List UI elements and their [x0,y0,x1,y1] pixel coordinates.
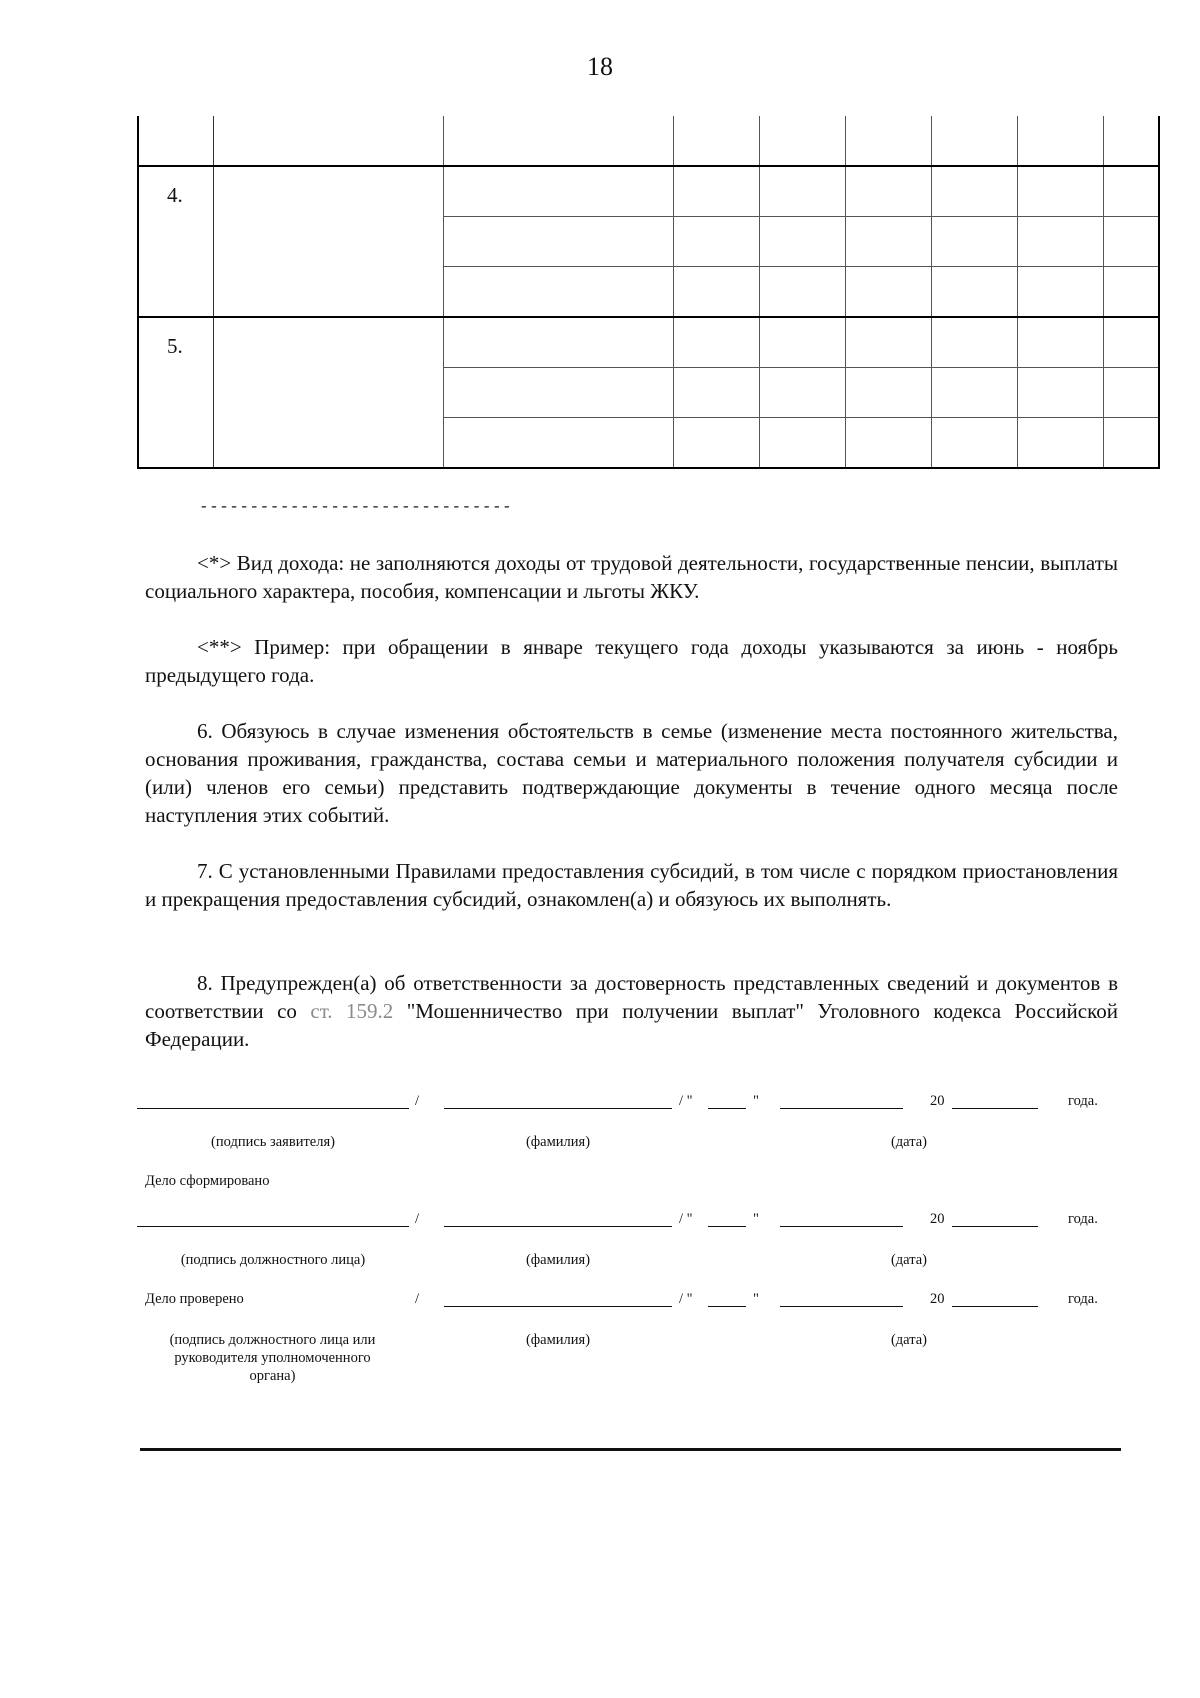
table-cell[interactable] [759,116,845,166]
table-cell-number[interactable] [138,317,213,468]
bottom-rule [140,1448,1121,1451]
year-prefix: 20 [930,1093,945,1109]
table-cell[interactable] [759,368,845,418]
table-cell[interactable] [1017,368,1103,418]
caption-checker-signature: (подпись должностного лица или руководителя уполномоченного органа) [169,1332,376,1384]
table-cell[interactable] [673,368,759,418]
table-cell-name[interactable] [213,116,443,166]
caption-surname: (фамилия) [525,1252,591,1268]
slash-quote: / " [679,1211,693,1227]
table-cell[interactable] [931,217,1017,267]
table-cell-name[interactable] [213,317,443,468]
footnote-example: <**> Пример: при обращении в январе текущего года доходы указываются за июнь - ноябрь предыдущего года. [145,635,1118,687]
checker-year-line[interactable] [952,1306,1038,1307]
table-row [138,116,1159,166]
applicant-year-line[interactable] [952,1108,1038,1109]
criminal-code-article-link[interactable]: ст. 159.2 [310,999,394,1023]
table-cell[interactable] [759,317,845,368]
table-cell[interactable] [1103,116,1159,166]
slash-quote: / " [679,1291,693,1307]
footnote-income-type: <*> Вид дохода: не заполняются доходы от трудовой деятельности, государственные пенсии, выплаты социального характера, пособия, компенсации и льготы ЖКУ. [145,551,1118,603]
caption-official-signature: (подпись должностного лица) [180,1252,366,1268]
table-cell[interactable] [845,368,931,418]
table-cell[interactable] [845,267,931,318]
caption-applicant-signature: (подпись заявителя) [211,1134,335,1150]
quote: " [753,1093,759,1109]
table-cell[interactable] [845,166,931,217]
table-cell[interactable] [931,267,1017,318]
caption-date: (дата) [890,1252,928,1268]
table-cell[interactable] [845,418,931,469]
table-cell[interactable] [759,217,845,267]
table-row [138,166,1159,217]
table-cell[interactable] [1017,317,1103,368]
slash-quote: / " [679,1093,693,1109]
table-cell[interactable] [1103,166,1159,217]
table-cell[interactable] [1017,166,1103,217]
table-cell[interactable] [673,267,759,318]
table-cell-number[interactable] [138,116,213,166]
official-month-line[interactable] [780,1226,903,1227]
table-cell[interactable] [673,317,759,368]
table-cell[interactable] [931,166,1017,217]
clause-8-text: 8. Предупрежден(а) об ответственности за достоверность представленных сведений и документов в соответствии со [145,971,1118,1023]
table-cell[interactable] [931,317,1017,368]
applicant-surname-line[interactable] [444,1108,672,1109]
table-cell[interactable] [931,116,1017,166]
table-cell[interactable] [931,418,1017,469]
table-cell[interactable] [845,217,931,267]
slash: / [415,1291,420,1307]
caption-surname: (фамилия) [525,1134,591,1150]
table-cell[interactable] [931,368,1017,418]
table-cell[interactable] [1017,418,1103,469]
official-year-line[interactable] [952,1226,1038,1227]
footnote-separator: ------------------------------- [199,498,513,516]
clause-6: 6. Обязуюсь в случае изменения обстоятельств в семье (изменение места постоянного жительства, основания проживания, гражданства, состава семьи и материального положения получателя субсидии и (или) членов его семьи) представить подтверждающие документы в течение одного месяца после наступления этих событий. [145,719,1118,827]
year-suffix: года. [1068,1291,1098,1307]
applicant-month-line[interactable] [780,1108,903,1109]
table-cell-number[interactable] [138,166,213,317]
clause-8-text-end: "Мошенничество при получении выплат" Уголовного кодекса Российской Федерации. [145,999,1118,1051]
table-cell[interactable] [673,418,759,469]
table-cell[interactable] [443,368,673,418]
slash: / [415,1093,420,1109]
case-formed-label: Дело сформировано [145,1173,270,1189]
year-prefix: 20 [930,1211,945,1227]
applicant-day-line[interactable] [708,1108,746,1109]
table-cell[interactable] [443,217,673,267]
table-cell[interactable] [845,317,931,368]
table-cell[interactable] [1103,267,1159,318]
table-cell[interactable] [673,217,759,267]
year-suffix: года. [1068,1093,1098,1109]
slash: / [415,1211,420,1227]
applicant-signature-line[interactable] [137,1108,409,1109]
table-cell[interactable] [759,267,845,318]
row-number: 5. [167,334,183,358]
table-cell[interactable] [759,166,845,217]
table-cell[interactable] [443,267,673,318]
table-cell-name[interactable] [213,166,443,317]
official-day-line[interactable] [708,1226,746,1227]
official-surname-line[interactable] [444,1226,672,1227]
table-cell[interactable] [1103,368,1159,418]
official-signature-line[interactable] [137,1226,409,1227]
quote: " [753,1291,759,1307]
caption-surname: (фамилия) [525,1332,591,1348]
row-number: 4. [167,183,183,207]
table-cell[interactable] [443,418,673,469]
table-cell[interactable] [1103,217,1159,267]
clause-7: 7. С установленными Правилами предоставления субсидий, в том числе с порядком приостановления и прекращения предоставления субсидий, ознакомлен(а) и обязуюсь их выполнять. [145,859,1118,911]
checker-day-line[interactable] [708,1306,746,1307]
page-number: 18 [587,52,613,81]
table-cell[interactable] [673,116,759,166]
caption-date: (дата) [890,1332,928,1348]
income-table [137,116,1160,469]
quote: " [753,1211,759,1227]
table-cell[interactable] [673,166,759,217]
table-row [138,317,1159,368]
table-cell[interactable] [1017,267,1103,318]
table-cell[interactable] [1103,418,1159,469]
clause-8 [145,969,1118,1053]
table-cell[interactable] [1017,217,1103,267]
year-suffix: года. [1068,1211,1098,1227]
checker-month-line[interactable] [780,1306,903,1307]
table-cell[interactable] [1103,317,1159,368]
checker-surname-line[interactable] [444,1306,672,1307]
case-checked-label: Дело проверено [145,1291,244,1307]
table-cell[interactable] [1017,116,1103,166]
table-cell[interactable] [759,418,845,469]
caption-date: (дата) [890,1134,928,1150]
table-cell[interactable] [443,317,673,368]
year-prefix: 20 [930,1291,945,1307]
table-cell[interactable] [443,116,673,166]
table-cell[interactable] [845,116,931,166]
table-cell[interactable] [443,166,673,217]
